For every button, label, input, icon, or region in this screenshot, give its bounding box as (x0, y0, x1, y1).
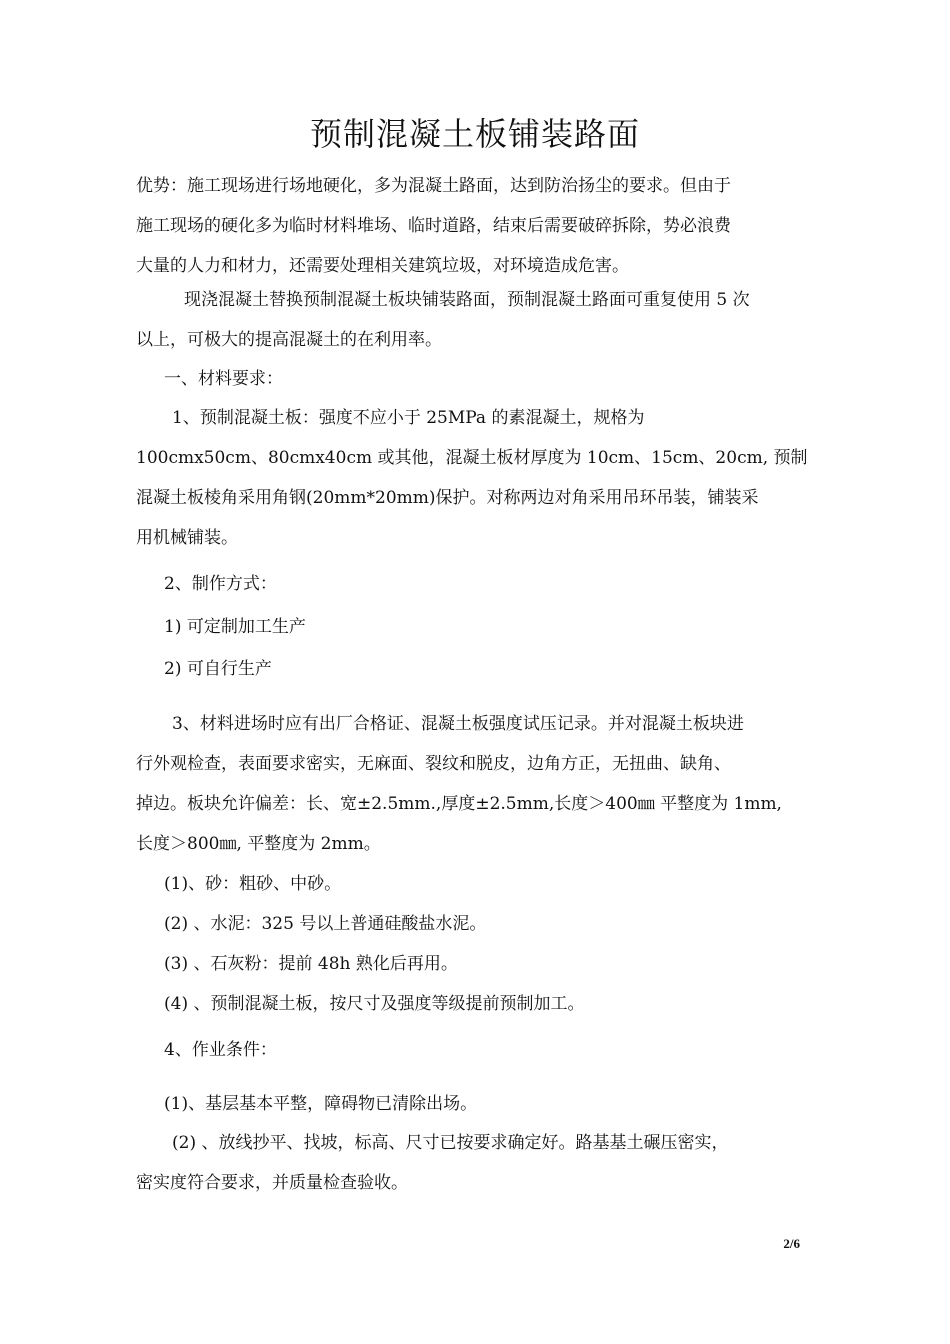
section-heading: 一、材料要求： (164, 369, 283, 389)
item3-paragraph (136, 704, 826, 864)
text-line: 密实度符合要求，并质量检查验收。 (136, 1173, 408, 1193)
text-line: 1、预制混凝土板：强度不应小于 25MPa 的素混凝土，规格为 (172, 408, 645, 428)
list-item: 1) 可定制加工生产 (164, 617, 306, 637)
text-line: 大量的人力和材力，还需要处理相关建筑垃圾，对环境造成危害。 (136, 256, 629, 276)
text-line: 掉边。板块允许偏差：长、宽±2.5mm.,厚度±2.5mm,长度＞400㎜ 平整度为 1mm, (136, 794, 782, 814)
document-title: 预制混凝土板铺装路面 (309, 115, 640, 153)
text-line: 行外观检查，表面要求密实，无麻面、裂纹和脱皮，边角方正，无扭曲、缺角、 (136, 754, 731, 774)
item2-heading: 2、制作方式： (164, 574, 277, 594)
text-line: 现浇混凝土替换预制混凝土板块铺装路面，预制混凝土路面可重复使用 5 次 (184, 290, 750, 310)
condition-2 (136, 1123, 826, 1203)
text-line: 优势：施工现场进行场地硬化，多为混凝土路面，达到防治扬尘的要求。但由于 (136, 176, 731, 196)
text-line: 用机械铺装。 (136, 528, 238, 548)
text-line: 以上，可极大的提高混凝土的在利用率。 (136, 330, 442, 350)
text-line: 长度＞800㎜, 平整度为 2mm。 (136, 834, 381, 854)
item2-list (136, 606, 826, 690)
replace-paragraph (136, 280, 826, 360)
text-line: 3、材料进场时应有出厂合格证、混凝土板强度试压记录。并对混凝土板块进 (172, 714, 744, 734)
item4-heading: 4、作业条件： (164, 1040, 277, 1060)
condition-1: (1)、基层基本平整，障碍物已清除出场。 (164, 1094, 478, 1114)
list-item: 2) 可自行生产 (164, 659, 272, 679)
text-line: (2) 、放线抄平、找坡，标高、尺寸已按要求确定好。路基基土碾压密实， (172, 1133, 729, 1153)
list-item: (1)、砂：粗砂、中砂。 (164, 874, 342, 894)
item1-paragraph (136, 398, 826, 558)
text-line: 施工现场的硬化多为临时材料堆场、临时道路，结束后需要破碎拆除，势必浪费 (136, 216, 731, 236)
list-item: (2) 、水泥：325 号以上普通硅酸盐水泥。 (164, 914, 487, 934)
list-item: (4) 、预制混凝土板，按尺寸及强度等级提前预制加工。 (164, 994, 585, 1014)
advantage-paragraph (136, 166, 826, 286)
text-line: 混凝土板棱角采用角钢(20mm*20mm)保护。对称两边对角采用吊环吊装，铺装采 (136, 488, 759, 508)
list-item: (3) 、石灰粉：提前 48h 熟化后再用。 (164, 954, 458, 974)
materials-list (136, 864, 826, 1024)
page-number: 2/6 (783, 1236, 800, 1251)
text-line: 100cmx50cm、80cmx40cm 或其他，混凝土板材厚度为 10cm、15cm、20cm, 预制 (136, 448, 808, 468)
